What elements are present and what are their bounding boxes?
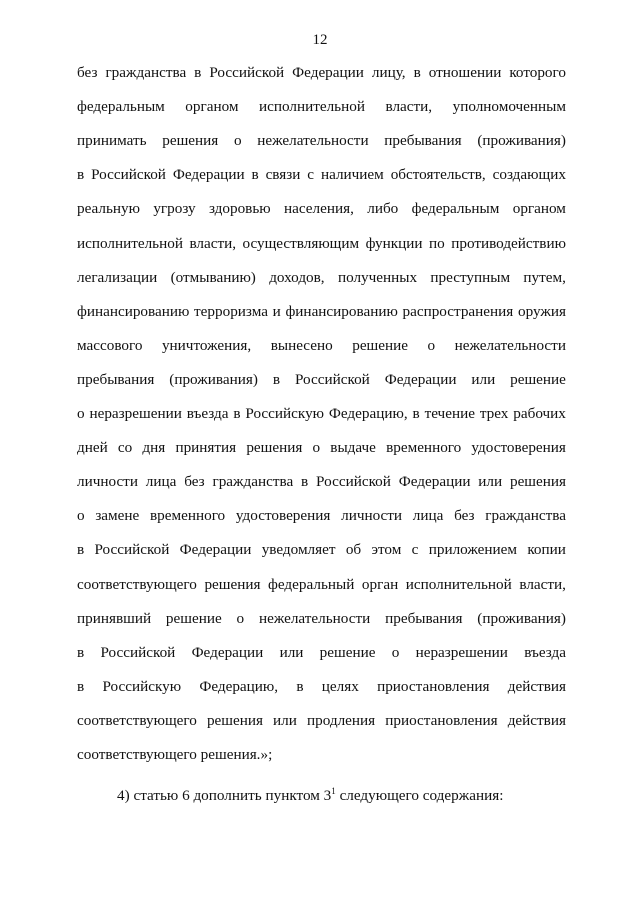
word: принятия [175,439,237,457]
word: финансированию [77,302,190,320]
word: орган [361,575,399,593]
text-line [77,610,566,628]
word: Федерации [172,166,245,184]
word: или [471,370,496,388]
word: или [478,473,503,491]
word: решение [165,609,222,627]
word: о [77,507,85,525]
word: соответствующего [77,711,197,729]
text-line [77,200,566,218]
word: связи [265,166,301,184]
word: рабочих [513,405,566,422]
word: органом [185,98,239,116]
word: трех [479,405,509,422]
word: о [233,132,242,150]
word: неразрешении [415,643,508,661]
word: финансированию [285,302,398,320]
word: уничтожения, [161,336,252,354]
word: о [312,439,321,457]
word: обстоятельств, [390,166,486,184]
word: без [77,64,98,81]
word: Российской [91,166,166,184]
text-line [77,405,566,423]
word: наличием [320,166,384,184]
word: Федерацию, [328,405,408,422]
word: решения.»; [200,746,273,763]
word: лицу, [371,64,406,81]
word: нежелательности [258,609,371,627]
text-line [77,269,566,287]
word: решение [352,336,408,354]
word: в [233,405,241,422]
word: лица [412,507,444,525]
word: решение [510,370,566,388]
text-line [77,507,566,525]
word: исполнительной [77,234,183,252]
word: уполномоченным [452,98,566,116]
word: дней [77,439,108,457]
word: в [251,166,259,184]
word: или [279,643,304,661]
word: терроризма [194,302,268,320]
word: принимать [77,132,147,150]
word: этом [371,541,402,559]
word: (проживания) [169,370,258,388]
word: решения [246,439,303,457]
word: Федерации [384,370,457,388]
word: власти, [189,234,237,252]
word: выдаче [330,439,376,457]
word: в [77,541,85,559]
word: приложением [428,541,518,559]
word: нежелательности [257,132,369,150]
word: дня [142,439,166,457]
text-line [77,746,566,764]
word: копии [527,541,566,559]
text-line [77,64,566,82]
text-line [77,337,566,355]
word: неразрешении [89,405,182,422]
word: въезда [524,643,566,661]
word: полученных [337,268,418,286]
word: о [391,643,400,661]
word: уведомляет [261,541,336,559]
word: доходов, [269,268,325,286]
word: отношении [428,64,502,81]
text-line [77,132,566,150]
superscript-number: 1 [331,786,336,796]
word: о [427,336,436,354]
word: Российской [316,473,391,491]
word: здоровью [208,200,271,218]
text-line [77,576,566,594]
word: пребывания [77,370,155,388]
word: с [411,541,419,559]
word: в [296,677,304,695]
word: пребывания [384,132,462,150]
word: течение [424,405,475,422]
word: в [194,64,202,81]
word: со [117,439,133,457]
amendment-line [117,787,503,805]
word: федеральным [77,98,165,116]
word: удостоверения [235,507,331,525]
word: временного [386,439,462,457]
word: в [413,64,421,81]
word: власти, [519,575,566,593]
word: органом [512,200,566,218]
word: решение [319,643,376,661]
amendment-text: 4) статью 6 дополнить пунктом $3^1$ следующего содержания: [117,786,504,804]
text-line [77,98,566,116]
word: федеральным [411,200,500,218]
word: преступным [430,268,511,286]
word: без [184,473,205,491]
word: въезда [186,405,229,422]
word: либо [367,200,399,218]
word: противодействию [451,234,566,252]
word: легализации [77,268,158,286]
word: временного [150,507,226,525]
word: которого [509,64,566,81]
word: власти, [385,98,433,116]
word: Российской [100,643,176,661]
word: в [412,405,420,422]
word: личности [77,473,138,491]
word: без [454,507,475,525]
word: замене [95,507,140,525]
word: Федерации [292,64,364,81]
word: Федерации [398,473,471,491]
word: осуществляющим [242,234,360,252]
word: принявший [77,609,152,627]
word: (проживания) [477,609,566,627]
word: функции [365,234,423,252]
word: в [77,643,85,661]
word: удостоверения [471,439,566,457]
word: решения [204,575,261,593]
word: Федерации [179,541,252,559]
word: решения [206,711,263,729]
word: личности [341,507,403,525]
text-line [77,541,566,559]
word: Российскую [245,405,325,422]
word: населения, [283,200,354,218]
page-number: 12 [312,32,328,48]
word: соответствующего [77,746,201,763]
word: Российской [209,64,285,81]
word: пребывания [385,609,463,627]
word: вынесено [270,336,333,354]
word: с [307,166,315,184]
word: целях [321,677,359,695]
word: создающих [492,166,566,184]
word: приостановления [377,677,490,695]
word: в [77,677,85,695]
word: массового [77,336,143,354]
word: лица [145,473,177,491]
word: в [301,473,309,491]
text-line [77,473,566,491]
word: угрозу [153,200,196,218]
text-line [77,712,566,730]
text-line [77,303,566,321]
word: Федерации [191,643,264,661]
word: нежелательности [454,336,566,354]
word: (проживания) [477,132,566,150]
word: о [77,405,85,422]
word: приостановления [385,711,498,729]
word: решения [509,473,566,491]
word: Российской [94,541,170,559]
word: Федерацию, [199,677,279,695]
word: исполнительной [259,98,365,116]
word: гражданства [485,507,566,525]
text-line [77,166,566,184]
word: об [345,541,362,559]
word: по [429,234,445,252]
word: путем, [523,268,566,286]
word: действия [507,711,566,729]
word: в [272,370,281,388]
word: (отмыванию) [170,268,256,286]
text-line [77,644,566,662]
word: или [273,711,297,729]
word: федеральный [268,575,355,593]
word: решения [162,132,219,150]
word: исполнительной [405,575,512,593]
word: и [272,302,281,320]
text-line [77,235,566,253]
word: реальную [77,200,140,218]
word: распространения [402,302,514,320]
word: оружия [517,302,566,320]
word: в [77,166,85,184]
word: соответствующего [77,575,197,593]
word: Российскую [102,677,182,695]
word: о [236,609,245,627]
word: продления [306,711,376,729]
word: действия [507,677,566,695]
word: Российской [294,370,370,388]
text-line [77,439,566,457]
text-line [77,678,566,696]
word: гражданства [212,473,294,491]
word: гражданства [105,64,187,81]
text-line [77,371,566,389]
